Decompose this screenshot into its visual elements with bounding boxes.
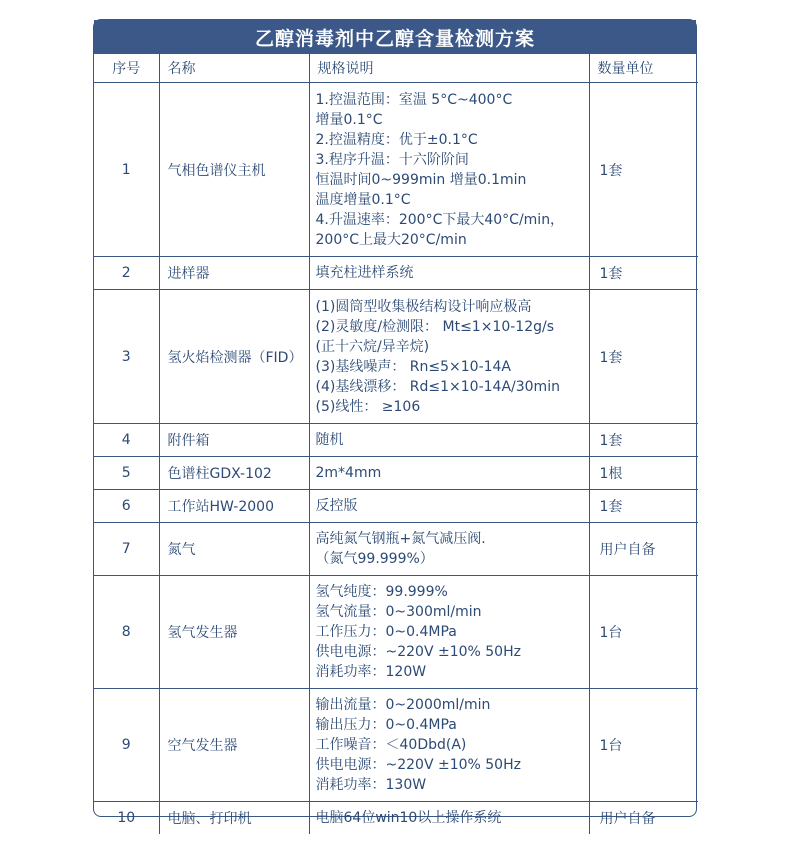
spec-line: 供电电源：~220V ±10% 50Hz (315, 757, 521, 773)
spec-line: 电脑64位win10以上操作系统 (315, 810, 502, 826)
item-name: 附件箱 (159, 424, 309, 457)
spec-line: 氢气纯度：99.999% (315, 584, 448, 600)
spec-line: （氮气99.999%） (315, 551, 434, 567)
row-number: 7 (94, 523, 159, 576)
table-row (94, 523, 698, 576)
row-number: 2 (94, 257, 159, 290)
item-spec (309, 290, 589, 424)
spec-line: (5)线性： ≥106 (315, 398, 421, 415)
header-no: 序号 (94, 54, 159, 83)
spec-line: 随机 (315, 432, 344, 448)
spec-line: 2m*4mm (315, 465, 382, 481)
item-spec (309, 490, 589, 523)
row-number: 5 (94, 457, 159, 490)
spec-line: 填充柱进样系统 (315, 265, 414, 281)
spec-line: (3)基线噪声： Rn≤5×10-14A (315, 358, 512, 375)
item-quantity: 用户自备 (589, 802, 698, 835)
table-row (94, 689, 698, 802)
spec-line: 高纯氮气钢瓶+氮气减压阀. (315, 531, 486, 547)
item-name: 氢火焰检测器（FID） (159, 290, 309, 424)
spec-line: 消耗功率：120W (315, 664, 427, 680)
item-name: 电脑、打印机 (159, 802, 309, 835)
item-quantity: 1套 (589, 257, 698, 290)
header-name: 名称 (159, 54, 309, 83)
item-spec (309, 83, 589, 257)
item-spec (309, 523, 589, 576)
item-spec (309, 424, 589, 457)
spec-line: 恒温时间0~999min 增量0.1min (315, 171, 527, 188)
spec-line: 消耗功率：130W (315, 777, 427, 793)
item-spec (309, 457, 589, 490)
item-spec (309, 802, 589, 835)
spec-table-card (93, 19, 697, 827)
item-quantity: 1台 (589, 576, 698, 689)
table-row (94, 490, 698, 523)
row-number: 6 (94, 490, 159, 523)
item-spec (309, 689, 589, 802)
table-row (94, 424, 698, 457)
row-number: 1 (94, 83, 159, 257)
spec-line: 增量0.1°C (315, 111, 383, 128)
item-quantity: 1套 (589, 83, 698, 257)
spec-line: (正十六烷/异辛烷) (315, 338, 430, 355)
item-name: 氮气 (159, 523, 309, 576)
item-quantity: 1套 (589, 490, 698, 523)
row-number: 8 (94, 576, 159, 689)
item-name: 进样器 (159, 257, 309, 290)
spec-line: (1)圆筒型收集极结构设计响应极高 (315, 298, 532, 315)
item-quantity: 1套 (589, 290, 698, 424)
spec-table (94, 54, 698, 834)
item-spec (309, 576, 589, 689)
spec-line: 工作噪音：＜40Dbd(A) (315, 737, 467, 753)
row-number: 3 (94, 290, 159, 424)
spec-line: 2.控温精度：优于±0.1°C (315, 131, 478, 148)
header-qty: 数量单位 (589, 54, 698, 83)
spec-line: 氢气流量：0~300ml/min (315, 604, 482, 620)
item-quantity: 用户自备 (589, 523, 698, 576)
row-number: 9 (94, 689, 159, 802)
item-name: 氢气发生器 (159, 576, 309, 689)
item-name: 工作站HW-2000 (159, 490, 309, 523)
table-title: 乙醇消毒剂中乙醇含量检测方案 (94, 20, 696, 54)
spec-line: (2)灵敏度/检测限： Mt≤1×10-12g/s (315, 318, 555, 335)
spec-line: (4)基线漂移： Rd≤1×10-14A/30min (315, 378, 560, 395)
spec-line: 温度增量0.1°C (315, 191, 411, 208)
item-quantity: 1根 (589, 457, 698, 490)
item-name: 色谱柱GDX-102 (159, 457, 309, 490)
spec-line: 供电电源：~220V ±10% 50Hz (315, 644, 521, 660)
table-row (94, 257, 698, 290)
spec-line: 输出流量：0~2000ml/min (315, 697, 491, 713)
spec-line: 1.控温范围：室温 5°C~400°C (315, 91, 513, 108)
table-row (94, 83, 698, 257)
spec-line: 200°C上最大20°C/min (315, 231, 467, 248)
row-number: 10 (94, 802, 159, 835)
table-row (94, 457, 698, 490)
spec-line: 工作压力：0~0.4MPa (315, 624, 457, 640)
spec-line: 4.升温速率：200°C下最大40°C/min， (315, 211, 565, 228)
table-row (94, 576, 698, 689)
item-quantity: 1台 (589, 689, 698, 802)
spec-line: 3.程序升温：十六阶阶间 (315, 151, 469, 168)
spec-line: 输出压力：0~0.4MPa (315, 717, 457, 733)
item-spec (309, 257, 589, 290)
table-row (94, 802, 698, 835)
header-row (94, 54, 698, 83)
item-name: 气相色谱仪主机 (159, 83, 309, 257)
header-spec: 规格说明 (309, 54, 589, 83)
item-name: 空气发生器 (159, 689, 309, 802)
row-number: 4 (94, 424, 159, 457)
table-row (94, 290, 698, 424)
item-quantity: 1套 (589, 424, 698, 457)
spec-line: 反控版 (315, 498, 358, 514)
